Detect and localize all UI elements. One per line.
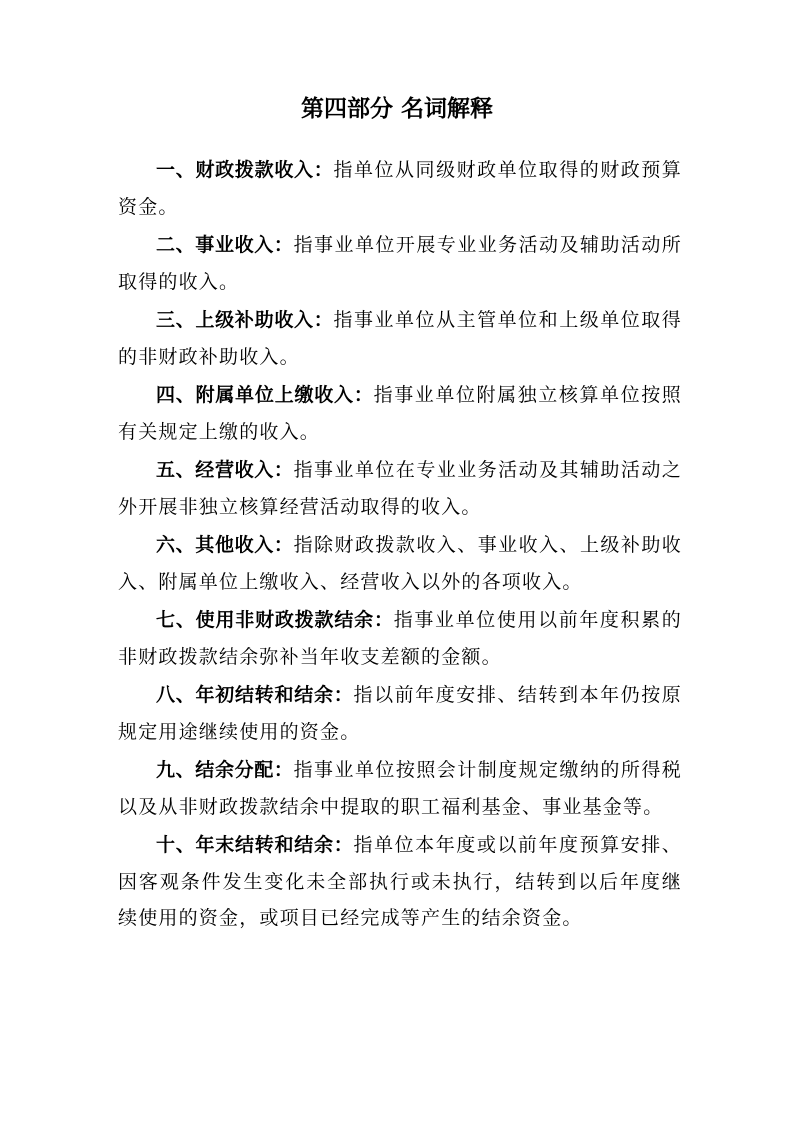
definition-term: 三、上级补助收入：	[156, 309, 334, 331]
definition-item	[118, 302, 682, 375]
definition-text: 指除财政拨款收入、事业收入、上级补助收入、附属单位上缴收入、经营收入以外的各项收入。	[118, 534, 682, 593]
definition-item	[118, 452, 682, 525]
definition-term: 一、财政拨款收入：	[156, 159, 334, 181]
definition-text: 指事业单位附属独立核算单位按照有关规定上缴的收入。	[118, 384, 682, 443]
page-title: 第四部分 名词解释	[300, 96, 493, 122]
definition-item	[118, 377, 682, 450]
definition-text: 指事业单位在专业业务活动及其辅助活动之外开展非独立核算经营活动取得的收入。	[118, 459, 682, 518]
definition-term: 十、年末结转和结余：	[156, 834, 354, 856]
definition-term: 八、年初结转和结余：	[156, 684, 354, 706]
definition-term: 六、其他收入：	[156, 534, 294, 556]
definition-item	[118, 677, 682, 750]
definition-item	[118, 527, 682, 600]
definition-text: 指事业单位使用以前年度积累的非财政拨款结余弥补当年收支差额的金额。	[118, 609, 682, 668]
definition-text: 指事业单位按照会计制度规定缴纳的所得税以及从非财政拨款结余中提取的职工福利基金、事业基金等。	[118, 759, 682, 818]
definition-text: 指事业单位开展专业业务活动及辅助活动所取得的收入。	[118, 234, 682, 293]
definition-text: 指事业单位从主管单位和上级单位取得的非财政补助收入。	[118, 309, 682, 368]
definition-term: 四、附属单位上缴收入：	[156, 384, 374, 406]
definition-item	[118, 152, 682, 225]
definition-text: 指单位从同级财政单位取得的财政预算资金。	[118, 159, 682, 218]
definition-text: 指单位本年度或以前年度预算安排、因客观条件发生变化未全部执行或未执行，结转到以后年度继续使用的资金，或项目已经完成等产生的结余资金。	[118, 834, 682, 929]
definition-term: 五、经营收入：	[156, 459, 294, 481]
definition-item	[118, 227, 682, 300]
definition-item	[118, 827, 682, 937]
definition-item	[118, 602, 682, 675]
definition-term: 九、结余分配：	[156, 759, 294, 781]
definition-text: 指以前年度安排、结转到本年仍按原规定用途继续使用的资金。	[118, 684, 682, 743]
definitions-list	[118, 152, 682, 939]
definition-item	[118, 752, 682, 825]
definition-term: 二、事业收入：	[156, 234, 294, 256]
definition-term: 七、使用非财政拨款结余：	[156, 609, 394, 631]
